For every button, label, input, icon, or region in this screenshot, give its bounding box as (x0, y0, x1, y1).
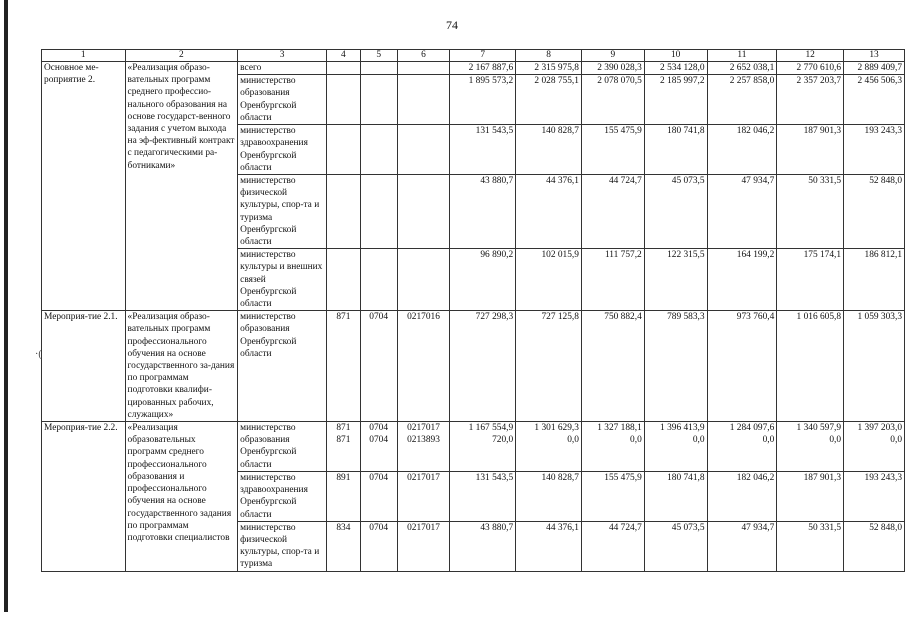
scan-artifact-mark: ·( (35, 349, 42, 360)
amount-cell: 155 475,9 (581, 125, 644, 175)
amount-cell: 2 257 858,0 (707, 75, 777, 125)
col-header: 1 (42, 50, 126, 62)
amount-cell: 727 125,8 (516, 311, 582, 422)
amount-cell: 1 167 554,9 720,0 (450, 422, 516, 472)
table-row (42, 311, 905, 422)
grbs-code (326, 249, 360, 311)
amount-cell: 122 315,5 (644, 249, 707, 311)
col-header: 9 (581, 50, 644, 62)
amount-cell: 45 073,5 (644, 175, 707, 249)
amount-cell: 1 016 605,8 (777, 311, 844, 422)
amount-cell: 2 390 028,3 (581, 62, 644, 75)
grbs-code (326, 125, 360, 175)
section-code: 0704 0704 (360, 422, 397, 472)
section-code (360, 75, 397, 125)
col-header: 6 (397, 50, 450, 62)
col-header: 13 (844, 50, 905, 62)
table-row (42, 62, 905, 75)
scan-border-mark (4, 0, 8, 612)
section-code (360, 125, 397, 175)
target-code: 0217016 (397, 311, 450, 422)
responsible-org: всего (238, 62, 327, 75)
responsible-org: министерство образования Оренбургской области (238, 311, 327, 422)
amount-cell: 140 828,7 (516, 471, 582, 521)
amount-cell: 44 724,7 (581, 175, 644, 249)
grbs-code (326, 175, 360, 249)
amount-cell: 1 895 573,2 (450, 75, 516, 125)
target-code: 0217017 (397, 521, 450, 571)
amount-cell: 1 327 188,1 0,0 (581, 422, 644, 472)
responsible-org: министерство физической культуры, спор-та и туризма Оренбургской области (238, 175, 327, 249)
amount-cell: 140 828,7 (516, 125, 582, 175)
amount-cell: 182 046,2 (707, 471, 777, 521)
col-header: 7 (450, 50, 516, 62)
amount-cell: 164 199,2 (707, 249, 777, 311)
target-code (397, 125, 450, 175)
grbs-code (326, 75, 360, 125)
amount-cell: 96 890,2 (450, 249, 516, 311)
amount-cell: 186 812,1 (844, 249, 905, 311)
responsible-org: министерство физической культуры, спор-та и туризма (238, 521, 327, 571)
responsible-org: министерство культуры и внешних связей Оренбургской области (238, 249, 327, 311)
amount-cell: 131 543,5 (450, 471, 516, 521)
amount-cell: 52 848,0 (844, 175, 905, 249)
grbs-code: 871 (326, 311, 360, 422)
amount-cell: 1 396 413,9 0,0 (644, 422, 707, 472)
grbs-code (326, 62, 360, 75)
amount-cell: 44 376,1 (516, 175, 582, 249)
target-code (397, 62, 450, 75)
amount-cell: 187 901,3 (777, 471, 844, 521)
amount-cell: 2 889 409,7 (844, 62, 905, 75)
amount-cell: 193 243,3 (844, 125, 905, 175)
section-code: 0704 (360, 311, 397, 422)
activity-code: Основное ме-роприятие 2. (42, 62, 126, 311)
amount-cell: 1 340 597,9 0,0 (777, 422, 844, 472)
budget-table (41, 49, 905, 572)
amount-cell: 789 583,3 (644, 311, 707, 422)
col-header: 4 (326, 50, 360, 62)
col-header: 11 (707, 50, 777, 62)
table-row (42, 422, 905, 472)
target-code (397, 175, 450, 249)
responsible-org: министерство здравоохранения Оренбургской области (238, 125, 327, 175)
amount-cell: 2 770 610,6 (777, 62, 844, 75)
col-header: 2 (125, 50, 238, 62)
amount-cell: 193 243,3 (844, 471, 905, 521)
responsible-org: министерство образования Оренбургской области (238, 422, 327, 472)
section-code: 0704 (360, 471, 397, 521)
col-header: 8 (516, 50, 582, 62)
col-header: 10 (644, 50, 707, 62)
target-code: 0217017 (397, 471, 450, 521)
amount-cell: 2 534 128,0 (644, 62, 707, 75)
amount-cell: 2 357 203,7 (777, 75, 844, 125)
amount-cell: 47 934,7 (707, 175, 777, 249)
section-code (360, 175, 397, 249)
amount-cell: 1 059 303,3 (844, 311, 905, 422)
section-code (360, 249, 397, 311)
responsible-org: министерство образования Оренбургской области (238, 75, 327, 125)
amount-cell: 52 848,0 (844, 521, 905, 571)
amount-cell: 750 882,4 (581, 311, 644, 422)
amount-cell: 182 046,2 (707, 125, 777, 175)
amount-cell: 2 167 887,6 (450, 62, 516, 75)
responsible-org: министерство здравоохранения Оренбургской области (238, 471, 327, 521)
amount-cell: 973 760,4 (707, 311, 777, 422)
amount-cell: 1 301 629,3 0,0 (516, 422, 582, 472)
amount-cell: 111 757,2 (581, 249, 644, 311)
amount-cell: 50 331,5 (777, 175, 844, 249)
amount-cell: 102 015,9 (516, 249, 582, 311)
grbs-code: 871 871 (326, 422, 360, 472)
amount-cell: 2 028 755,1 (516, 75, 582, 125)
amount-cell: 44 724,7 (581, 521, 644, 571)
amount-cell: 2 078 070,5 (581, 75, 644, 125)
activity-code: Мероприя-тие 2.2. (42, 422, 126, 571)
amount-cell: 44 376,1 (516, 521, 582, 571)
col-header: 5 (360, 50, 397, 62)
target-code (397, 75, 450, 125)
grbs-code: 891 (326, 471, 360, 521)
activity-code: Мероприя-тие 2.1. (42, 311, 126, 422)
amount-cell: 175 174,1 (777, 249, 844, 311)
amount-cell: 2 652 038,1 (707, 62, 777, 75)
amount-cell: 180 741,8 (644, 125, 707, 175)
col-header: 12 (777, 50, 844, 62)
col-header: 3 (238, 50, 327, 62)
amount-cell: 45 073,5 (644, 521, 707, 571)
target-code: 0217017 0213893 (397, 422, 450, 472)
amount-cell: 43 880,7 (450, 175, 516, 249)
amount-cell: 2 456 506,3 (844, 75, 905, 125)
amount-cell: 43 880,7 (450, 521, 516, 571)
amount-cell: 727 298,3 (450, 311, 516, 422)
activity-title: «Реализация образовательных программ среднего профессионального образования и профессионального обучения на основе государственного задания по программам подготовки специалистов (125, 422, 238, 571)
amount-cell: 131 543,5 (450, 125, 516, 175)
section-code (360, 62, 397, 75)
activity-title: «Реализация образо-вательных программ среднего профессио-нального образования на основе государст-венного задания с учетом выхода на эф-фективный контракт с педагогическими ра-ботниками» (125, 62, 238, 311)
column-number-row (42, 50, 905, 62)
amount-cell: 2 185 997,2 (644, 75, 707, 125)
amount-cell: 155 475,9 (581, 471, 644, 521)
amount-cell: 1 397 203,0 0,0 (844, 422, 905, 472)
amount-cell: 2 315 975,8 (516, 62, 582, 75)
amount-cell: 47 934,7 (707, 521, 777, 571)
amount-cell: 187 901,3 (777, 125, 844, 175)
section-code: 0704 (360, 521, 397, 571)
grbs-code: 834 (326, 521, 360, 571)
activity-title: «Реализация образо-вательных программ профессионального обучения на основе государственного за-дания по программам подготовки квалифи-цированных рабочих, служащих» (125, 311, 238, 422)
amount-cell: 180 741,8 (644, 471, 707, 521)
page-number: 74 (446, 18, 458, 32)
amount-cell: 1 284 097,6 0,0 (707, 422, 777, 472)
amount-cell: 50 331,5 (777, 521, 844, 571)
target-code (397, 249, 450, 311)
